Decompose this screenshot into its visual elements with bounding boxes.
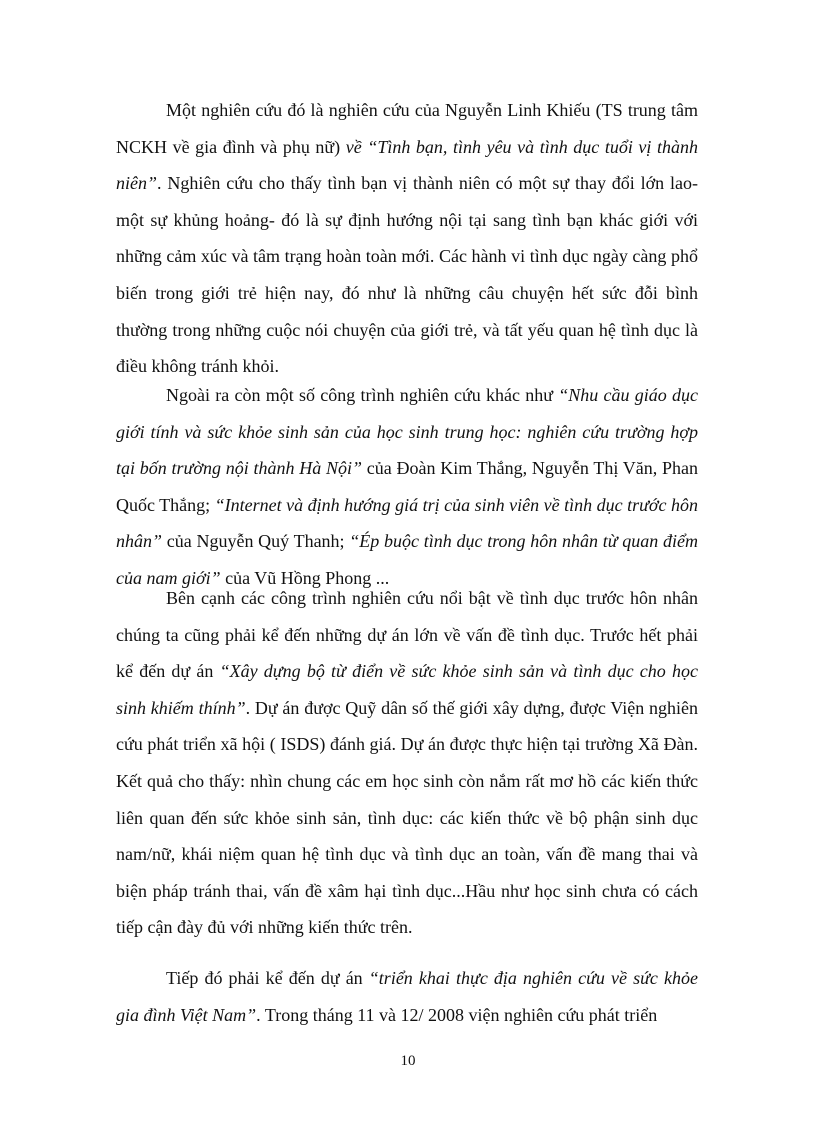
paragraph-1 [116,92,698,385]
paragraph-4-text-2: . Trong tháng 11 và 12/ 2008 viện nghiên cứu phát triển [256,1004,658,1025]
page-number: 10 [400,1053,416,1069]
paragraph-2-italic-title-1: “Nhu cầu giáo dục giới tính và sức khỏe sinh sản của học sinh trung học: nghiên cứu trường hợp tại bốn trường nội thành Hà Nội” [116,385,698,479]
paragraph-2-text-4: của Vũ Hồng Phong ... [220,567,390,588]
paragraph-4-italic-title: “triển khai thực địa nghiên cứu về sức khỏe gia đình Việt Nam” [116,968,698,1025]
paragraph-1-text-2: . Nghiên cứu cho thấy tình bạn vị thành niên có một sự thay đổi lớn lao- một sự khủng hoảng- đó là sự định hướng nội tại sang tình bạn khác giới với những cảm xúc và tâm trạng hoàn toàn mới. Các hành vi tình dục ngày càng phổ biến trong giới trẻ hiện nay, đó như là những câu chuyện hết sức đỗi bình thường trong những cuộc nói chuyện của giới trẻ, và tất yếu quan hệ tình dục là điều không tránh khỏi. [116,173,698,377]
paragraph-2-italic-title-3: “Ép buộc tình dục trong hôn nhân từ quan điểm của nam giới” [116,531,698,588]
paragraph-4-text-1: Tiếp đó phải kể đến dự án [166,968,369,988]
paragraph-2-text-3: của Nguyễn Quý Thanh; [162,531,350,552]
paragraph-2 [116,377,698,597]
paragraph-3-text-2: . Dự án được Quỹ dân số thế giới xây dựng, được Viện nghiên cứu phát triển xã hội ( ISDS) đánh giá. Dự án được thực hiện tại trường Xã Đàn. Kết quả cho thấy: nhìn chung các em học sinh còn nắm rất mơ hồ các kiến thức liên quan đến sức khỏe sinh sản, tình dục: các kiến thức về bộ phận sinh dục nam/nữ, khái niệm quan hệ tình dục và tình dục an toàn, vấn đề mang thai và biện pháp tránh thai, vấn đề xâm hại tình dục...Hầu như học sinh chưa có cách tiếp cận đày đủ với những kiến thức trên. [116,697,699,938]
paragraph-2-text-2: của Đoàn Kim Thắng, Nguyễn Thị Văn, Phan Quốc Thắng; [116,458,699,515]
paragraph-4 [116,960,698,1033]
paragraph-3-italic-title: “Xây dựng bộ từ điển về sức khỏe sinh sản và tình dục cho học sinh khiếm thính” [116,661,698,718]
paragraph-1-italic-title: về “Tình bạn, tình yêu và tình dục tuổi vị thành niên” [116,136,698,194]
paragraph-2-text-1: Ngoài ra còn một số công trình nghiên cứu khác như [166,385,559,405]
paragraph-3 [116,580,698,946]
paragraph-1-text-1: Một nghiên cứu đó là nghiên cứu của Nguyễn Linh Khiếu (TS trung tâm NCKH về gia đình và phụ nữ) [116,100,698,157]
paragraph-3-text-1: Bên cạnh các công trình nghiên cứu nổi bật về tình dục trước hôn nhân chúng ta cũng phải kể đến những dự án lớn về vấn đề tình dục. Trước hết phải kể đến dự án [116,588,698,682]
paragraph-2-italic-title-2: “Internet và định hướng giá trị của sinh viên về tình dục trước hôn nhân” [116,494,699,552]
